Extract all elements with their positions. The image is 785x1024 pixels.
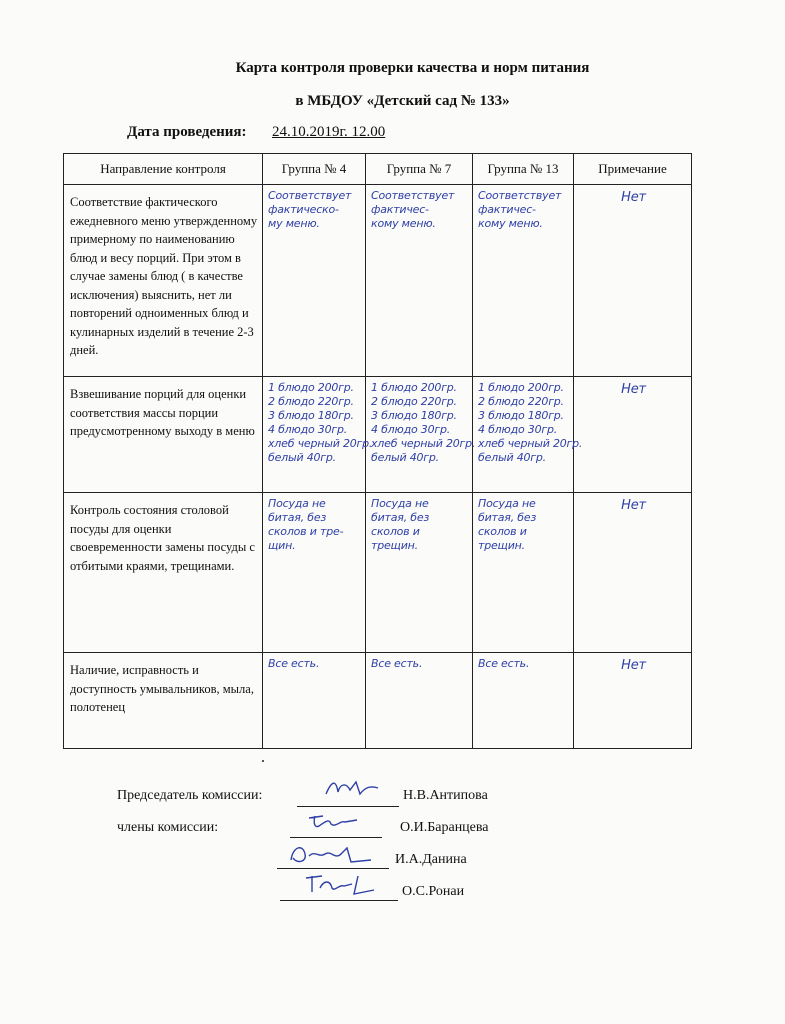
title-line-2: в МБДОУ «Детский сад № 133» [295, 93, 510, 109]
handwritten-line: битая, без [268, 511, 327, 524]
criterion-cell: Контроль состояния столовой посуды для оценки своевременности замены посуды с отбитыми краями, трещинами. [64, 493, 263, 653]
handwritten-line: Все есть. [478, 657, 530, 670]
note-cell: Нет [574, 377, 692, 493]
chair-name: Н.В.Антипова [403, 788, 488, 803]
group-4-cell [263, 653, 366, 749]
table-row [64, 653, 692, 749]
column-header-group-4: Группа № 4 [263, 154, 366, 185]
handwritten-line: Посуда не [268, 497, 326, 510]
handwritten-line: фактичес- [478, 203, 536, 216]
handwritten-line: хлеб черный 20гр. [478, 437, 583, 450]
group-4-cell [263, 493, 366, 653]
handwritten-line: трещин. [371, 539, 418, 552]
handwritten-line: 1 блюдо 200гр. [478, 381, 564, 394]
handwritten-line: Посуда не [371, 497, 429, 510]
handwritten-line: 4 блюдо 30гр. [478, 423, 558, 436]
note-cell: Нет [574, 493, 692, 653]
handwritten-line: Соответствует [371, 189, 455, 202]
handwritten-line: битая, без [371, 511, 430, 524]
group-13-cell [473, 377, 583, 493]
table-row [64, 185, 692, 377]
group-13-cell [473, 653, 574, 749]
handwritten-line: кому меню. [478, 217, 543, 230]
handwritten-line: Соответствует [268, 189, 352, 202]
handwritten-line: 2 блюдо 220гр. [371, 395, 457, 408]
handwritten-line: белый 40гр. [478, 451, 546, 464]
handwritten-line: Соответствует [478, 189, 562, 202]
member-name: И.А.Данина [395, 852, 467, 867]
handwritten-line: щин. [268, 539, 296, 552]
handwritten-line: битая, без [478, 511, 537, 524]
handwritten-line: 2 блюдо 220гр. [478, 395, 564, 408]
group-7-cell [366, 493, 473, 653]
group-4-cell [263, 185, 366, 377]
member-signature [305, 808, 365, 832]
handwritten-line: 2 блюдо 220гр. [268, 395, 354, 408]
handwritten-line: хлеб черный 20гр. [371, 437, 476, 450]
column-header-direction: Направление контроля [64, 154, 263, 185]
handwritten-line: 3 блюдо 180гр. [268, 409, 354, 422]
handwritten-line: хлеб черный 20гр. [268, 437, 373, 450]
member-signature [300, 870, 380, 898]
group-13-cell [473, 185, 574, 377]
chair-signature [322, 776, 382, 802]
group-4-cell [263, 377, 373, 493]
table-header-row [64, 154, 692, 185]
column-header-group-13: Группа № 13 [473, 154, 574, 185]
handwritten-line: му меню. [268, 217, 320, 230]
group-7-cell [366, 377, 476, 493]
handwritten-line: 1 блюдо 200гр. [371, 381, 457, 394]
handwritten-line: 3 блюдо 180гр. [371, 409, 457, 422]
note-cell: Нет [574, 653, 692, 749]
date-value: 24.10.2019г. 12.00 [272, 124, 386, 140]
criterion-cell: Взвешивание порций для оценки соответствия массы порции предусмотренному выходу в меню [64, 377, 263, 493]
group-13-cell [473, 493, 574, 653]
member-name: О.И.Баранцева [400, 820, 489, 835]
note-cell: Нет [574, 185, 692, 377]
table-row [64, 493, 692, 653]
chair-label: Председатель комиссии: [117, 788, 263, 803]
group-7-cell [366, 185, 473, 377]
handwritten-line: кому меню. [371, 217, 436, 230]
control-table [63, 153, 692, 749]
member-signature [285, 840, 375, 868]
members-label: члены комиссии: [117, 820, 219, 835]
column-header-note: Примечание [574, 154, 692, 185]
handwritten-line: 4 блюдо 30гр. [268, 423, 348, 436]
handwritten-line: белый 40гр. [268, 451, 336, 464]
criterion-cell: Наличие, исправность и доступность умывальников, мыла, полотенец [64, 653, 263, 749]
handwritten-line: 3 блюдо 180гр. [478, 409, 564, 422]
handwritten-line: 4 блюдо 30гр. [371, 423, 451, 436]
handwritten-line: Все есть. [371, 657, 423, 670]
handwritten-line: трещин. [478, 539, 525, 552]
member-name: О.С.Ронаи [402, 884, 465, 899]
title-line-1: Карта контроля проверки качества и норм питания [235, 60, 590, 76]
ink-dot [262, 760, 264, 762]
handwritten-line: 1 блюдо 200гр. [268, 381, 354, 394]
handwritten-line: сколов и тре- [268, 525, 344, 538]
date-label: Дата проведения: [127, 124, 247, 140]
handwritten-line: Посуда не [478, 497, 536, 510]
handwritten-line: сколов и [371, 525, 420, 538]
handwritten-line: сколов и [478, 525, 527, 538]
handwritten-line: Все есть. [268, 657, 320, 670]
column-header-group-7: Группа № 7 [366, 154, 473, 185]
group-7-cell [366, 653, 473, 749]
criterion-cell: Соответствие фактического ежедневного меню утвержденному примерному по наименованию блюд и весу порций. При этом в случае замены блюд ( в качестве исключения) выяснить, нет ли повторений одноименных блюд и кулинарных изделий в течение 2-3 дней. [64, 185, 263, 377]
handwritten-line: белый 40гр. [371, 451, 439, 464]
handwritten-line: фактическо- [268, 203, 339, 216]
handwritten-line: фактичес- [371, 203, 429, 216]
table-row [64, 377, 692, 493]
